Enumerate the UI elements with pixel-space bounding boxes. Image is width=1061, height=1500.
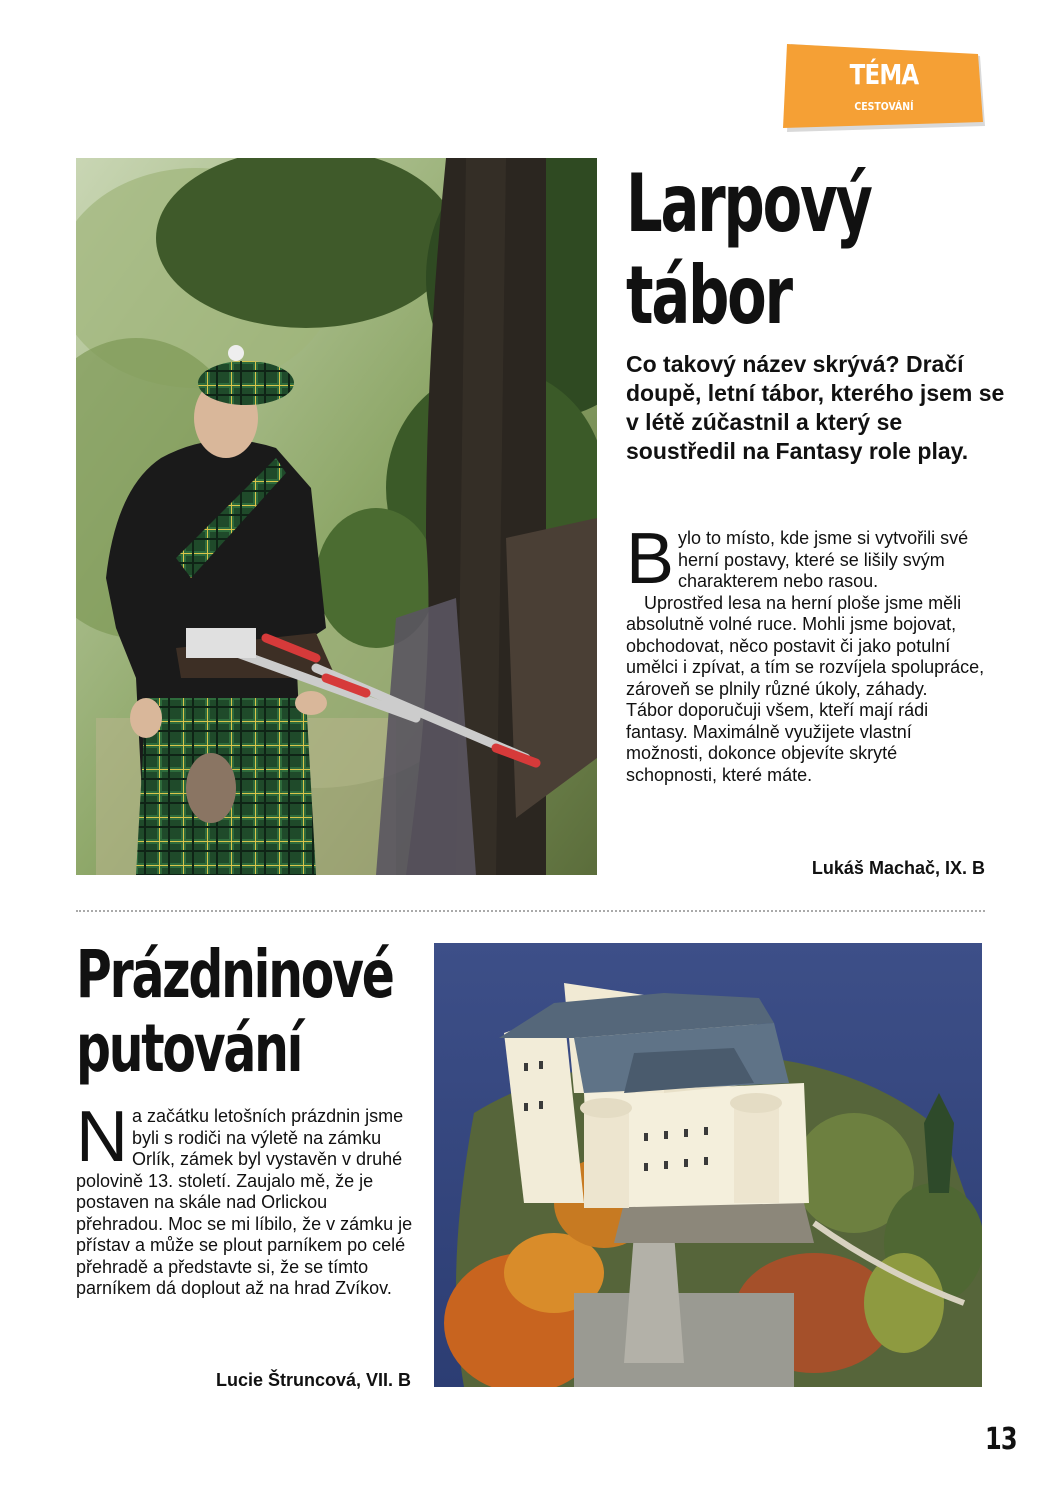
topic-tag-subtitle: CESTOVÁNÍ [854,100,914,113]
article1-headline: Larpový tábor [626,157,871,342]
article1-author: Lukáš Machač, IX. B [811,858,985,878]
article1-paragraph: Uprostřed lesa na herní ploše jsme měli absolutně volné ruce. Mohli jsme bojovat, obchodovat, něco postavit či jako potulní umělci i zpívat, a tím se rozvíjela spolupráce, zároveň se plnily různé úkoly, záhady. [626,592,985,699]
article2-dropcap: N [76,1097,128,1177]
article1-lede: Co takový název skrývá? Dračí doupě, letní tábor, kterého jsem se v létě zúčastnil a který se soustředil na Fantasy role play. [626,351,1005,464]
larp-camp-photo [76,158,597,875]
article1-body [626,519,988,786]
topic-tag [783,44,985,132]
article1-paragraph: Tábor doporučuji všem, kteří mají rádi fantasy. Maximálně využijete vlastní možnosti, dokonce objevíte skryté schopnosti, které máte. [626,700,929,785]
article1-paragraph: Bylo to místo, kde jsme si vytvořili své herní postavy, které se lišily svým charakterem nebo rasou. [626,519,969,599]
article2-headline: Prázdninové putování [76,936,393,1087]
article2-body [76,1097,416,1300]
section-divider [76,910,985,912]
article2-paragraph: Na začátku letošních prázdnin jsme byli s rodiči na výletě na zámku Orlík, zámek byl vystavěn v druhé polovině 13. století. Zaujalo mě, že je postaven na skále nad Orlickou přehradou. Moc se mi líbilo, že v zámku je přístav a může se plout parníkem po celé přehradě a představte si, že se tímto parníkem dá doplout až na hrad Zvíkov. [76,1097,413,1298]
orlik-castle-photo [434,943,982,1387]
article2-author: Lucie Štruncová, VII. B [215,1370,411,1390]
page-number: 13 [985,1422,1017,1457]
topic-tag-title: TÉMA [849,58,919,91]
article1-dropcap: B [626,519,675,599]
